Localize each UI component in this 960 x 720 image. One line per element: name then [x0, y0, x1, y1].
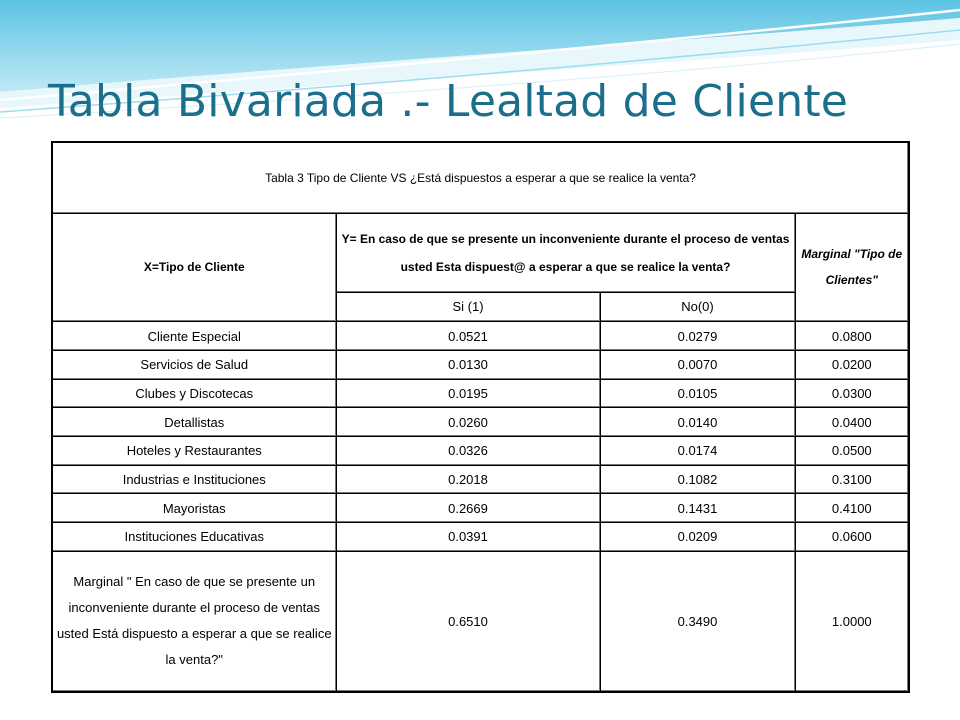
- cell-no: 0.0105: [600, 379, 795, 408]
- y-variable-header: Y= En caso de que se presente un inconveniente durante el proceso de ventas usted Esta dispuest@ a esperar a que se realice la venta?: [336, 213, 795, 292]
- bivariate-table: [51, 141, 910, 693]
- cell-si: 0.0391: [336, 522, 600, 551]
- table-row: [52, 379, 909, 408]
- row-label: Cliente Especial: [52, 322, 336, 351]
- x-variable-header: X=Tipo de Cliente: [52, 213, 336, 322]
- cell-si: 0.0260: [336, 408, 600, 437]
- table-row: [52, 322, 909, 351]
- row-label: Industrias e Instituciones: [52, 465, 336, 494]
- marginal-total-row: [52, 551, 909, 692]
- row-label: Hoteles y Restaurantes: [52, 436, 336, 465]
- cell-no: 0.1082: [600, 465, 795, 494]
- total-marginal: 1.0000: [795, 551, 909, 692]
- total-si: 0.6510: [336, 551, 600, 692]
- cell-marginal: 0.0800: [795, 322, 909, 351]
- cell-si: 0.0521: [336, 322, 600, 351]
- table-row: [52, 522, 909, 551]
- cell-marginal: 0.0300: [795, 379, 909, 408]
- column-header-si: Si (1): [336, 292, 600, 322]
- table-row: [52, 408, 909, 437]
- cell-si: 0.0195: [336, 379, 600, 408]
- cell-si: 0.0326: [336, 436, 600, 465]
- cell-no: 0.0070: [600, 350, 795, 379]
- table-row: [52, 465, 909, 494]
- row-label: Detallistas: [52, 408, 336, 437]
- cell-marginal: 0.3100: [795, 465, 909, 494]
- table-row: [52, 436, 909, 465]
- cell-no: 0.0174: [600, 436, 795, 465]
- row-label: Instituciones Educativas: [52, 522, 336, 551]
- row-label: Mayoristas: [52, 494, 336, 523]
- cell-marginal: 0.0200: [795, 350, 909, 379]
- total-row-label: Marginal " En caso de que se presente un inconveniente durante el proceso de ventas usted Está dispuesto a esperar a que se realice la venta?": [52, 551, 336, 692]
- cell-no: 0.0140: [600, 408, 795, 437]
- cell-si: 0.2018: [336, 465, 600, 494]
- row-label: Servicios de Salud: [52, 350, 336, 379]
- cell-si: 0.2669: [336, 494, 600, 523]
- cell-no: 0.0279: [600, 322, 795, 351]
- cell-marginal: 0.0500: [795, 436, 909, 465]
- table-row: [52, 350, 909, 379]
- cell-marginal: 0.4100: [795, 494, 909, 523]
- total-no: 0.3490: [600, 551, 795, 692]
- table-caption: Tabla 3 Tipo de Cliente VS ¿Está dispuestos a esperar a que se realice la venta?: [52, 142, 909, 213]
- cell-no: 0.1431: [600, 494, 795, 523]
- row-label: Clubes y Discotecas: [52, 379, 336, 408]
- cell-no: 0.0209: [600, 522, 795, 551]
- cell-marginal: 0.0400: [795, 408, 909, 437]
- slide-title: Tabla Bivariada .- Lealtad de Cliente: [48, 76, 849, 127]
- column-header-no: No(0): [600, 292, 795, 322]
- table-row: [52, 494, 909, 523]
- cell-si: 0.0130: [336, 350, 600, 379]
- cell-marginal: 0.0600: [795, 522, 909, 551]
- marginal-header: Marginal "Tipo de Clientes": [795, 213, 909, 322]
